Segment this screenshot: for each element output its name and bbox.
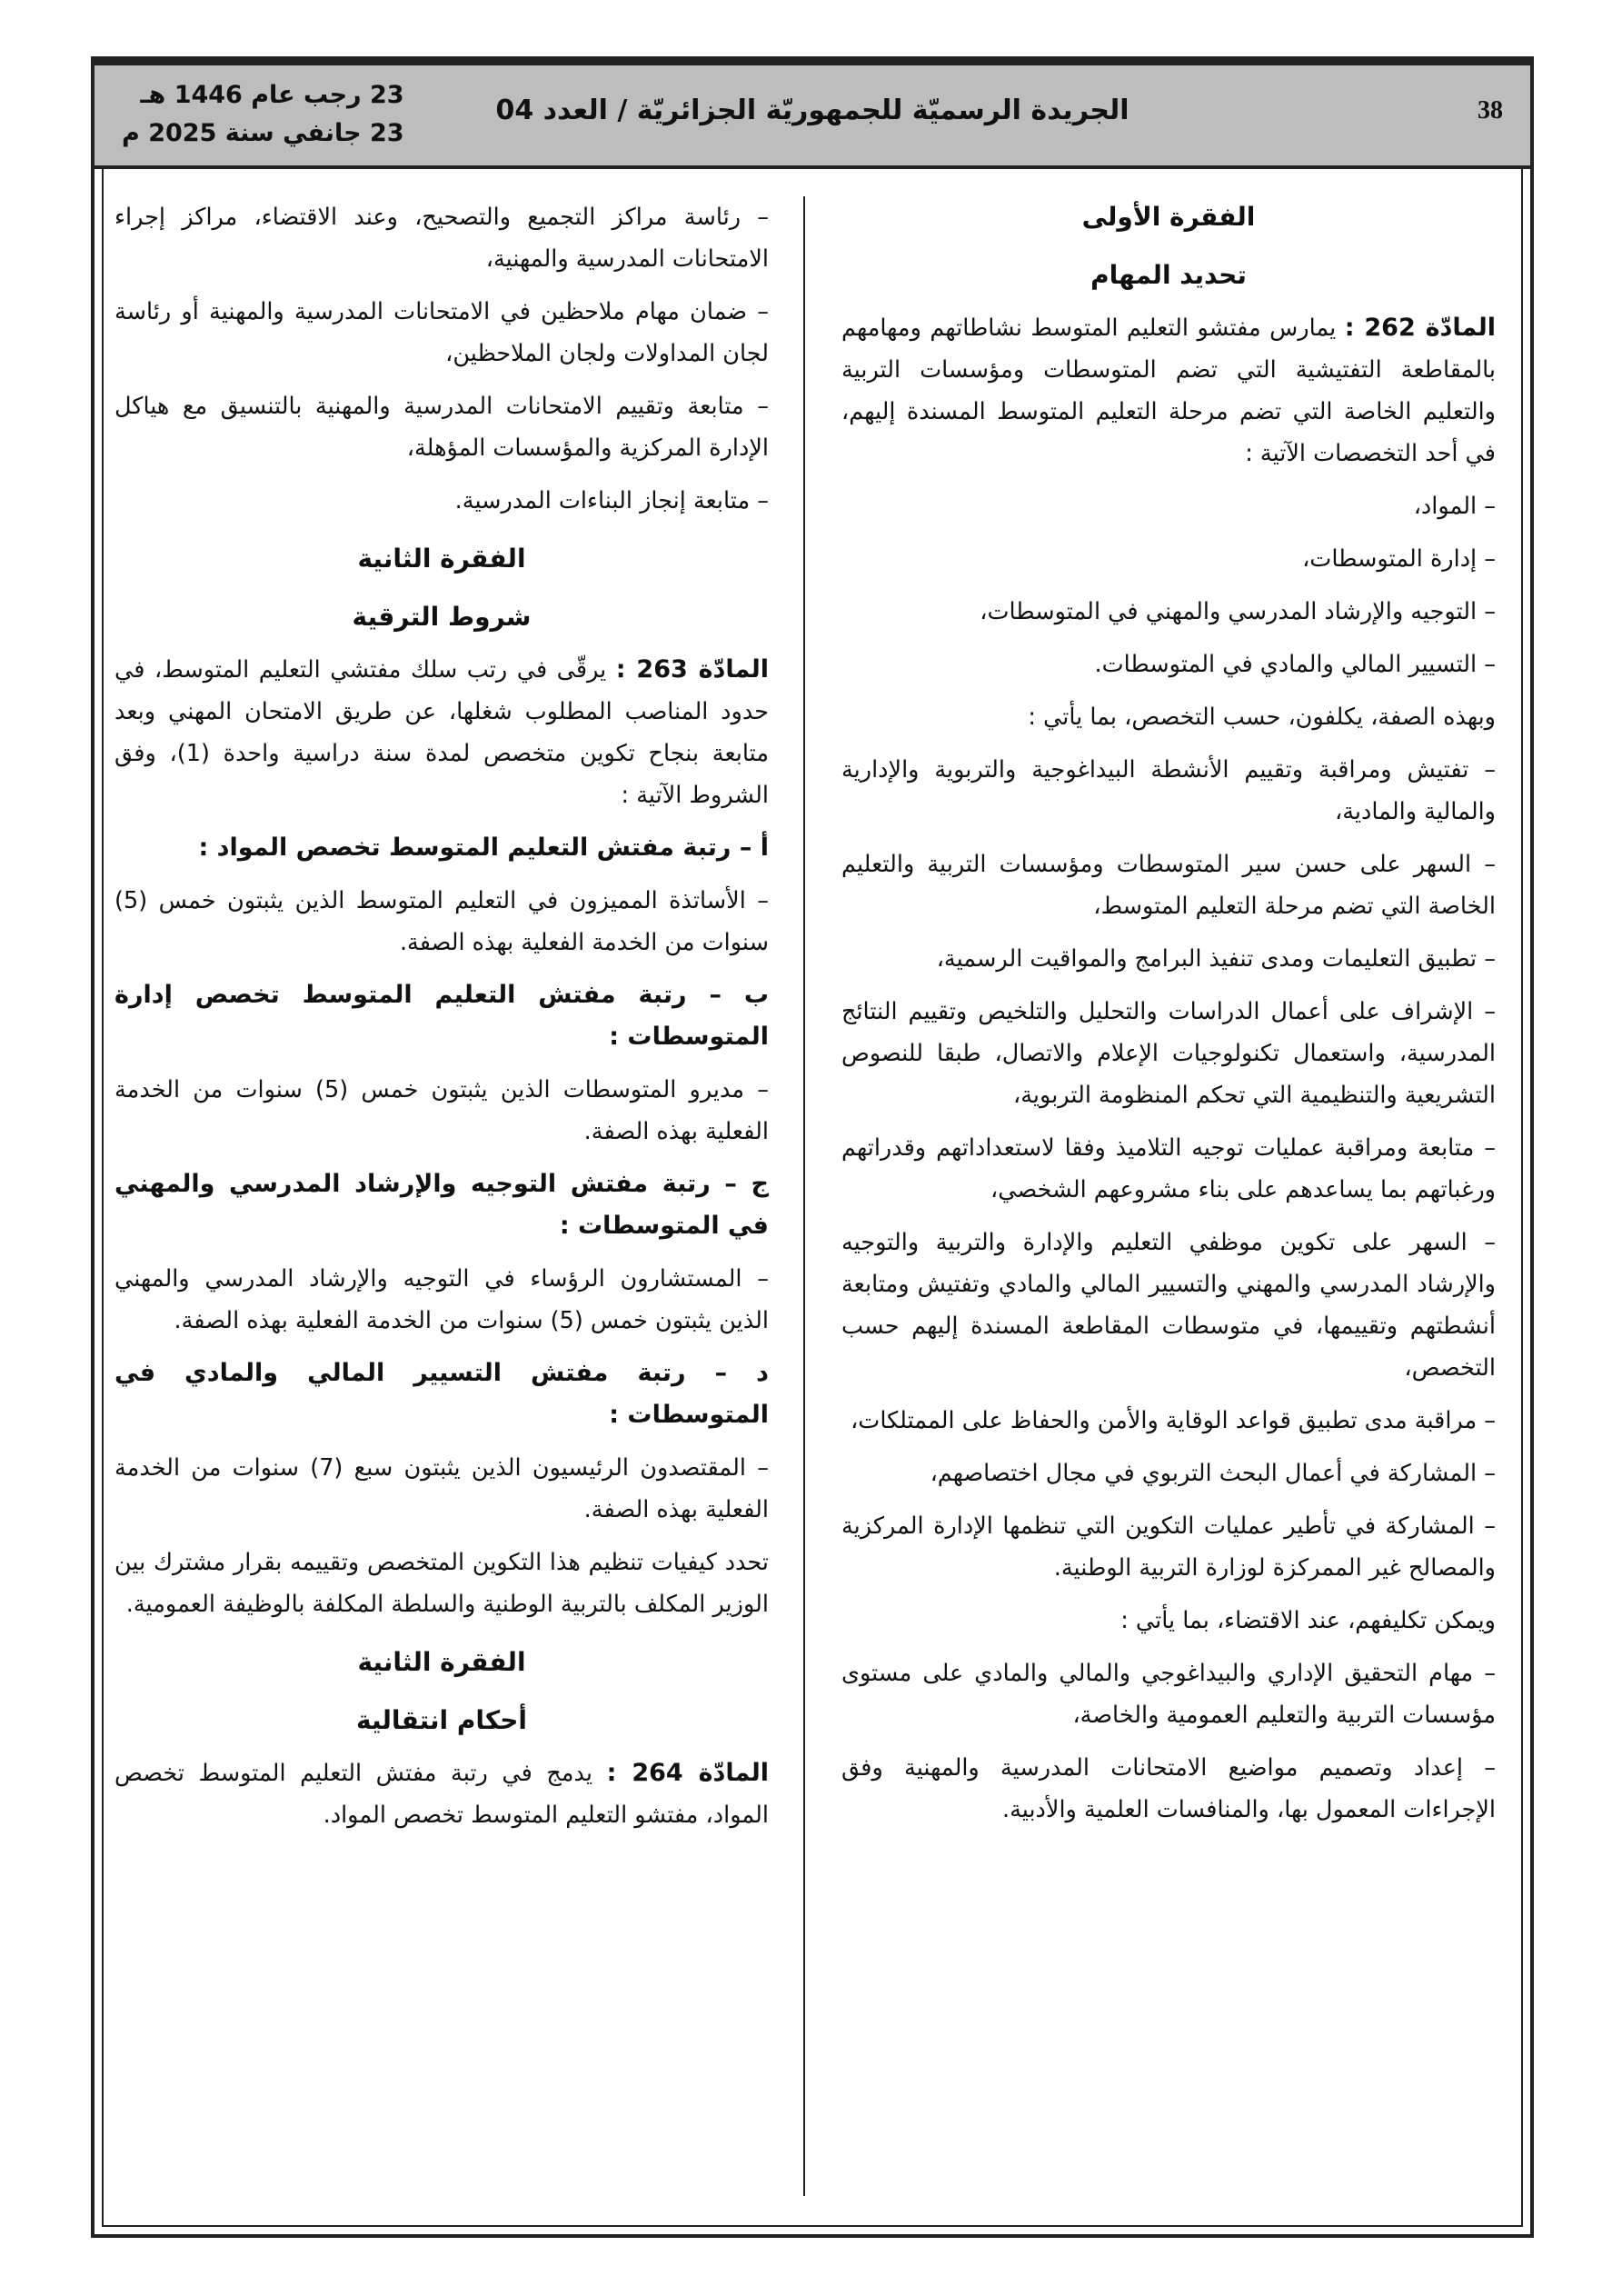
page-frame <box>91 56 1534 2238</box>
list-item <box>114 385 769 469</box>
block-text: يمارس مفتشو التعليم المتوسط نشاطاتهم ومهامهم بالمقاطعة التفتيشية التي تضم المتوسطات ومؤسسات التربية والتعليم الخاصة التي تضم مرحلة التعليم المتوسط المسندة إليهم، في أحد التخصصات الآتية : <box>841 314 1496 467</box>
section-heading <box>114 1642 769 1683</box>
block-text: الفقرة الثانية <box>357 1647 526 1677</box>
block-text: يرقّى في رتب سلك مفتشي التعليم المتوسط، في حدود المناصب المطلوب شغلها، عن طريق الامتحان المهني وبعد متابعة بنجاح تكوين متخصص لمدة سنة دراسية واحدة (1)، وفق الشروط الآتية : <box>114 656 769 809</box>
block-text: – السهر على حسن سير المتوسطات ومؤسسات التربية والتعليم الخاصة التي تضم مرحلة التعليم المتوسط، <box>841 851 1496 920</box>
list-item <box>841 844 1496 927</box>
block-text: – السهر على تكوين موظفي التعليم والإدارة والتربية والتوجيه والإرشاد المدرسي والمهني والتسيير المالي والمادي وتفتيش ومتابعة أنشطتهم وتقييمها، في متوسطات المقاطعة المسندة إليهم حسب التخصص، <box>841 1229 1496 1382</box>
list-item <box>841 1652 1496 1736</box>
block-text: ويمكن تكليفهم، عند الاقتضاء، بما يأتي : <box>1120 1607 1496 1634</box>
article-paragraph <box>114 649 769 816</box>
block-text: يدمج في رتبة مفتش التعليم المتوسط تخصص المواد، مفتشو التعليم المتوسط تخصص المواد. <box>114 1760 769 1829</box>
block-text: ج – رتبة مفتش التوجيه والإرشاد المدرسي والمهني في المتوسطات : <box>114 1170 769 1240</box>
section-heading <box>114 1700 769 1742</box>
list-item <box>114 1542 769 1625</box>
page-number: 38 <box>1478 96 1503 125</box>
article-number: المادّة 264 : <box>606 1759 769 1787</box>
column-divider <box>803 196 805 2196</box>
list-item <box>841 1747 1496 1831</box>
right-column <box>841 196 1496 1842</box>
list-item <box>114 291 769 374</box>
list-item <box>841 1452 1496 1494</box>
block-text: – مراقبة مدى تطبيق قواعد الوقاية والأمن والحفاظ على الممتلكات، <box>851 1407 1496 1434</box>
subsection-heading <box>114 1163 769 1247</box>
block-text: أ – رتبة مفتش التعليم المتوسط تخصص المواد : <box>198 834 769 862</box>
subsection-heading <box>114 827 769 869</box>
block-text: د – رتبة مفتش التسيير المالي والمادي في المتوسطات : <box>114 1359 769 1429</box>
section-heading <box>841 255 1496 296</box>
block-text: الفقرة الأولى <box>1081 202 1256 232</box>
article-number: المادّة 262 : <box>1344 314 1496 342</box>
block-text: الفقرة الثانية <box>357 544 526 574</box>
issue-date <box>122 76 404 153</box>
list-item <box>114 1258 769 1342</box>
block-text: – إدارة المتوسطات، <box>1302 545 1496 573</box>
block-text: – المستشارون الرؤساء في التوجيه والإرشاد المدرسي والمهني الذين يثبتون خمس (5) سنوات من الخدمة الفعلية بهذه الصفة. <box>114 1265 769 1334</box>
article-paragraph <box>114 1752 769 1836</box>
list-item <box>114 480 769 522</box>
list-item <box>841 749 1496 833</box>
block-text: – المشاركة في أعمال البحث التربوي في مجال اختصاصهم، <box>930 1460 1496 1487</box>
block-text: – متابعة وتقييم الامتحانات المدرسية والمهنية بالتنسيق مع هياكل الإدارة المركزية والمؤسسات المؤهلة، <box>114 393 769 462</box>
subsection-heading <box>114 1353 769 1436</box>
block-text: شروط الترقية <box>352 602 532 632</box>
block-text: تحديد المهام <box>1090 260 1247 290</box>
block-text: – التسيير المالي والمادي في المتوسطات. <box>1094 651 1496 678</box>
list-item <box>841 696 1496 738</box>
list-item <box>841 1400 1496 1442</box>
list-item <box>841 1600 1496 1642</box>
block-text: – متابعة ومراقبة عمليات توجيه التلاميذ وفقا لاستعداداتهم وقدراتهم ورغباتهم بما يساعدهم على بناء مشروعهم الشخصي، <box>841 1134 1496 1203</box>
list-item <box>841 1505 1496 1589</box>
list-item <box>114 1069 769 1153</box>
block-text: تحدد كيفيات تنظيم هذا التكوين المتخصص وتقييمه بقرار مشترك بين الوزير المكلف بالتربية الوطنية والسلطة المكلفة بالوظيفة العمومية. <box>114 1549 769 1618</box>
block-text: – الأساتذة المميزون في التعليم المتوسط الذين يثبتون خمس (5) سنوات من الخدمة الفعلية بهذه الصفة. <box>114 887 769 956</box>
date-hijri: 23 رجب عام 1446 هـ <box>140 81 404 109</box>
block-text: – ضمان مهام ملاحظين في الامتحانات المدرسية والمهنية أو رئاسة لجان المداولات ولجان الملاحظين، <box>114 298 769 367</box>
list-item <box>114 196 769 280</box>
list-item <box>841 485 1496 527</box>
block-text: – التوجيه والإرشاد المدرسي والمهني في المتوسطات، <box>980 598 1496 625</box>
block-text: – المشاركة في تأطير عمليات التكوين التي تنظمها الإدارة المركزية والمصالح غير الممركزة لوزارة التربية الوطنية. <box>841 1512 1496 1582</box>
block-text: – المقتصدون الرئيسيون الذين يثبتون سبع (7) سنوات من الخدمة الفعلية بهذه الصفة. <box>114 1454 769 1523</box>
block-text: – مديرو المتوسطات الذين يثبتون خمس (5) سنوات من الخدمة الفعلية بهذه الصفة. <box>114 1076 769 1145</box>
section-heading <box>841 196 1496 238</box>
block-text: – رئاسة مراكز التجميع والتصحيح، وعند الاقتضاء، مراكز إجراء الامتحانات المدرسية والمهنية، <box>114 204 769 273</box>
list-item <box>114 880 769 963</box>
list-item <box>841 538 1496 580</box>
list-item <box>841 1127 1496 1211</box>
left-column <box>114 196 769 1847</box>
block-text: – المواد، <box>1413 493 1496 520</box>
list-item <box>841 938 1496 980</box>
block-text: – تفتيش ومراقبة وتقييم الأنشطة البيداغوجية والتربوية والإدارية والمالية والمادية، <box>841 756 1496 825</box>
block-text: ب – رتبة مفتش التعليم المتوسط تخصص إدارة المتوسطات : <box>114 981 769 1051</box>
subsection-heading <box>114 974 769 1058</box>
list-item <box>841 1222 1496 1389</box>
section-heading <box>114 538 769 580</box>
list-item <box>841 591 1496 633</box>
list-item <box>841 644 1496 685</box>
gazette-header <box>95 60 1530 169</box>
block-text: – مهام التحقيق الإداري والبيداغوجي والمالي والمادي على مستوى مؤسسات التربية والتعليم العمومية والخاصة، <box>841 1660 1496 1729</box>
article-number: المادّة 263 : <box>615 655 770 684</box>
list-item <box>841 991 1496 1116</box>
block-text: – متابعة إنجاز البناءات المدرسية. <box>454 487 769 514</box>
list-item <box>114 1447 769 1531</box>
block-text: أحكام انتقالية <box>356 1705 527 1735</box>
block-text: – تطبيق التعليمات ومدى تنفيذ البرامج والمواقيت الرسمية، <box>936 945 1496 973</box>
article-paragraph <box>841 307 1496 474</box>
gazette-title: الجريدة الرسميّة للجمهوريّة الجزائريّة / العدد 04 <box>495 95 1129 126</box>
date-gregorian: 23 جانفي سنة 2025 م <box>122 119 404 147</box>
section-heading <box>114 596 769 638</box>
block-text: – إعداد وتصميم مواضيع الامتحانات المدرسية والمهنية وفق الإجراءات المعمول بها، والمنافسات العلمية والأدبية. <box>841 1754 1496 1823</box>
block-text: وبهذه الصفة، يكلفون، حسب التخصص، بما يأتي : <box>1028 704 1496 731</box>
block-text: – الإشراف على أعمال الدراسات والتحليل والتلخيص وتقييم النتائج المدرسية، واستعمال تكنولوجيات الإعلام والاتصال، طبقا للنصوص التشريعية والتنظيمية التي تحكم المنظومة التربوية، <box>841 998 1496 1109</box>
